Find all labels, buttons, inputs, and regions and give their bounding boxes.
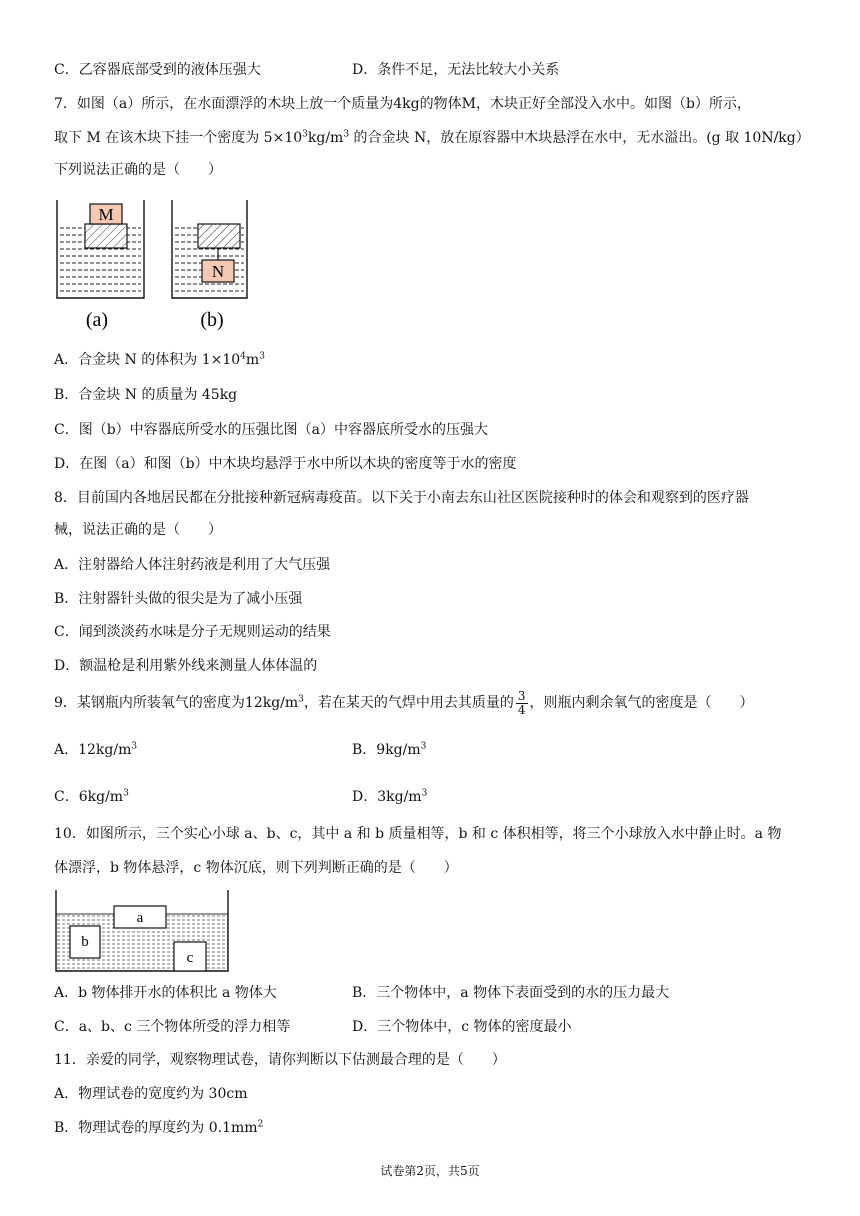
label-b: b	[81, 934, 89, 950]
caption-a: (a)	[85, 309, 109, 331]
q6-option-d: D．条件不足，无法比较大小关系	[352, 62, 560, 78]
label-c: c	[186, 950, 194, 966]
q7-option-c: C．图（b）中容器底所受水的压强比图（a）中容器底所受水的压强大	[54, 422, 489, 438]
q7-stem-line1: 7．如图（a）所示，在水面漂浮的木块上放一个质量为4kg的物体M，木块正好全部没入水中。如图（b）所示，	[54, 96, 751, 112]
q10-stem-line1: 10．如图所示，三个实心小球 a、b、c，其中 a 和 b 质量相等，b 和 c 体积相等，将三个小球放入水中静止时。a 物	[54, 826, 782, 842]
q10-figure	[52, 890, 232, 974]
q6-option-c: C．乙容器底部受到的液体压强大	[54, 62, 261, 78]
label-n: N	[211, 262, 225, 281]
q10-option-a: A．b 物体排开水的体积比 a 物体大	[54, 985, 277, 1001]
q7-stem-line3: 下列说法正确的是（ ）	[54, 162, 222, 178]
q10-option-c: C．a、b、c 三个物体所受的浮力相等	[54, 1019, 291, 1035]
q7-option-d: D．在图（a）和图（b）中木块均悬浮于水中所以木块的密度等于水的密度	[54, 456, 517, 472]
q9-option-b: B．$9kg/m^3$	[352, 741, 427, 758]
q7-option-a: A．合金块 N 的体积为 $1\times 10^4m^3$	[54, 351, 265, 368]
q9-option-a: A．$12kg/m^3$	[54, 741, 138, 758]
fraction-three-quarters: $\frac{3}{4}$	[517, 688, 526, 717]
q11-option-b: B．物理试卷的厚度约为 $0.1mm^2$	[54, 1119, 264, 1136]
q8-stem-line2: 械，说法正确的是（ ）	[54, 522, 222, 538]
q8-option-a: A．注射器给人体注射药液是利用了大气压强	[54, 557, 331, 573]
q7-figure	[52, 198, 252, 338]
q11-option-a: A．物理试卷的宽度约为 30cm	[54, 1086, 248, 1102]
container-b	[172, 200, 247, 298]
q10-option-b: B．三个物体中，a 物体下表面受到的水的压力最大	[352, 985, 670, 1001]
label-a: a	[136, 910, 144, 926]
q10-stem-line2: 体漂浮，b 物体悬浮，c 物体沉底，则下列判断正确的是（ ）	[54, 860, 458, 876]
q7-option-b: B．合金块 N 的质量为 45kg	[54, 387, 238, 403]
caption-b: (b)	[200, 309, 224, 331]
q11-stem: 11．亲爱的同学，观察物理试卷，请你判断以下估测最合理的是（ ）	[54, 1052, 506, 1068]
q7-stem-line2: 取下 M 在该木块下挂一个密度为 $5\times 10^3kg/m^3$ 的合金块 N，放在原容器中木块悬浮在水中，无水溢出。(g 取 10N/kg）	[54, 129, 810, 146]
q10-option-d: D．三个物体中，c 物体的密度最小	[352, 1019, 572, 1035]
q9-option-c: C．$6kg/m^3$	[54, 788, 129, 805]
q8-option-d: D．额温枪是利用紫外线来测量人体体温的	[54, 658, 318, 674]
container-a	[57, 200, 144, 298]
q8-option-b: B．注射器针头做的很尖是为了减小压强	[54, 591, 303, 607]
q8-stem-line1: 8．目前国内各地居民都在分批接种新冠病毒疫苗。以下关于小南去东山社区医院接种时的体会和观察到的医疗器	[54, 490, 749, 506]
label-m: M	[98, 205, 114, 224]
q9-option-d: D．$3kg/m^3$	[352, 788, 428, 805]
q9-stem: 9．某钢瓶内所装氧气的密度为$12kg/m^3$，若在某天的气焊中用去其质量的 $\frac{3}{4}$ ，则瓶内剩余氧气的密度是（ ）	[54, 688, 754, 717]
q8-option-c: C．闻到淡淡药水味是分子无规则运动的结果	[54, 624, 331, 640]
page-footer: 试卷第2页，共5页	[380, 1164, 480, 1178]
